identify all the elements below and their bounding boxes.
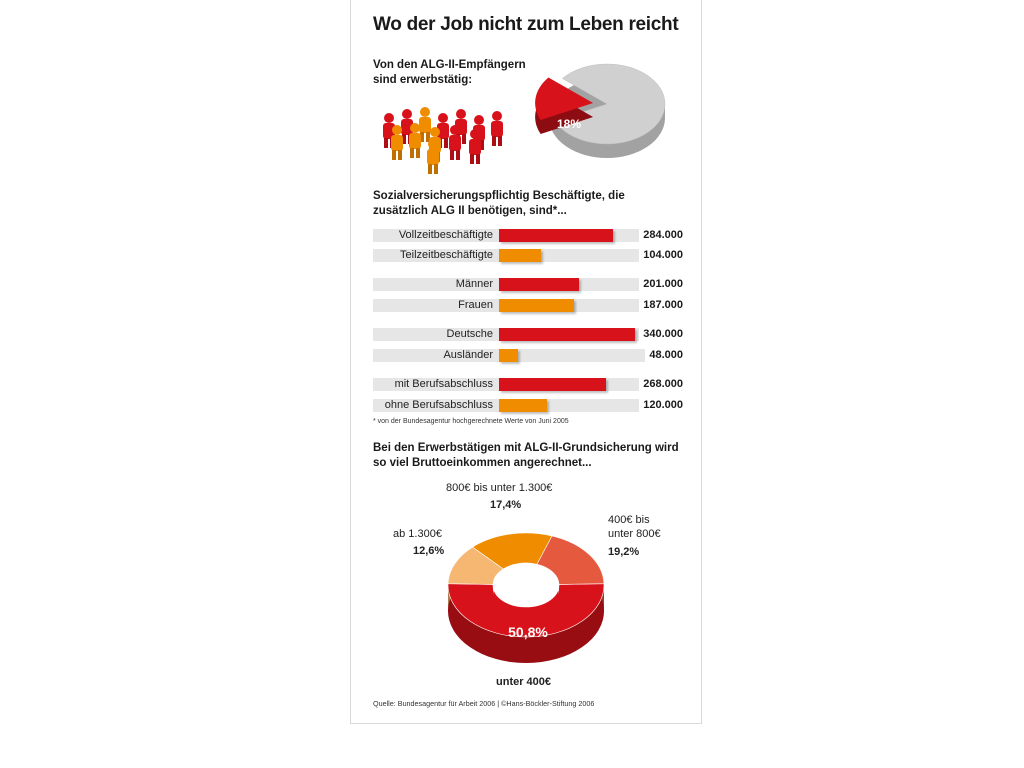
bar-mark: [499, 399, 547, 412]
person-figure: [409, 123, 421, 158]
bar-category-label: Männer: [455, 278, 493, 290]
section1-heading: Von den ALG-II-Empfängern sind erwerbstätig:: [373, 59, 526, 86]
bar-category-label: Deutsche: [446, 328, 493, 340]
bar-mark: [499, 249, 541, 262]
donut-label-400-800: 400€ bis unter 800€: [608, 514, 661, 540]
bar-category-label: ohne Berufsabschluss: [384, 399, 493, 411]
bar-value-label: 104.000: [639, 249, 683, 262]
bar-value-label: 187.000: [639, 299, 683, 312]
employed-share-pie: [529, 56, 689, 176]
bar-category-label: Vollzeitbeschäftigte: [398, 229, 493, 241]
donut-pct-ab-1300: 12,6%: [413, 545, 445, 557]
infographic-title: Wo der Job nicht zum Leben reicht: [373, 14, 679, 35]
bar-category-label: mit Berufsabschluss: [394, 378, 493, 390]
donut-label-ab-1300: ab 1.300€: [393, 528, 442, 540]
bar-value-label: 268.000: [639, 378, 683, 391]
person-figure: [491, 111, 503, 146]
bar-value-label: 48.000: [645, 349, 683, 362]
bar-value-label: 120.000: [639, 399, 683, 412]
bar-category-label: Teilzeitbeschäftigte: [400, 249, 493, 261]
donut-label-unter-400: unter 400€: [496, 676, 552, 688]
bar-value-label: 284.000: [639, 229, 683, 242]
bar-category-label: Frauen: [458, 299, 493, 311]
income-donut-chart: [441, 515, 611, 675]
person-figure: [469, 129, 481, 164]
bar-row: [373, 399, 683, 412]
donut-pct-800-1300: 17,4%: [490, 499, 522, 511]
bar-value-label: 340.000: [639, 328, 683, 341]
donut-hole-center: [495, 571, 557, 607]
pie-label-18: 18%: [557, 117, 582, 131]
person-figure: [427, 139, 439, 174]
person-figure: [391, 125, 403, 160]
bar-row: [373, 249, 683, 262]
donut-label-800-1300: 800€ bis unter 1.300€: [446, 482, 553, 494]
section3-heading: Bei den Erwerbstätigen mit ALG-II-Grundsicherung wird so viel Bruttoeinkommen angerechnet...: [373, 442, 679, 469]
bar-value-label: 201.000: [639, 278, 683, 291]
bar-mark: [499, 278, 579, 291]
people-illustration: [379, 100, 519, 175]
donut-pct-400-800: 19,2%: [608, 546, 640, 558]
bar-row: [373, 378, 683, 391]
bar-row: [373, 349, 683, 362]
donut-pct-unter-400: 50,8%: [508, 624, 548, 640]
bar-row: [373, 278, 683, 291]
bar-mark: [499, 328, 635, 341]
section2-heading: Sozialversicherungspflichtig Beschäftigte, die zusätzlich ALG II benötigen, sind*...: [373, 190, 625, 217]
bar-category-label: Ausländer: [443, 349, 493, 361]
bar-row: [373, 299, 683, 312]
infographic-card: [350, 0, 702, 724]
bar-mark: [499, 378, 606, 391]
bar-mark: [499, 229, 613, 242]
bar-row: [373, 229, 683, 242]
source-note: Quelle: Bundesagentur für Arbeit 2006 | ©Hans-Böckler-Stiftung 2006: [373, 699, 595, 708]
bar-row: [373, 328, 683, 341]
bar-mark: [499, 349, 518, 362]
person-figure: [449, 125, 461, 160]
footnote: * von der Bundesagentur hochgerechnete Werte von Juni 2005: [373, 418, 569, 425]
bar-mark: [499, 299, 574, 312]
